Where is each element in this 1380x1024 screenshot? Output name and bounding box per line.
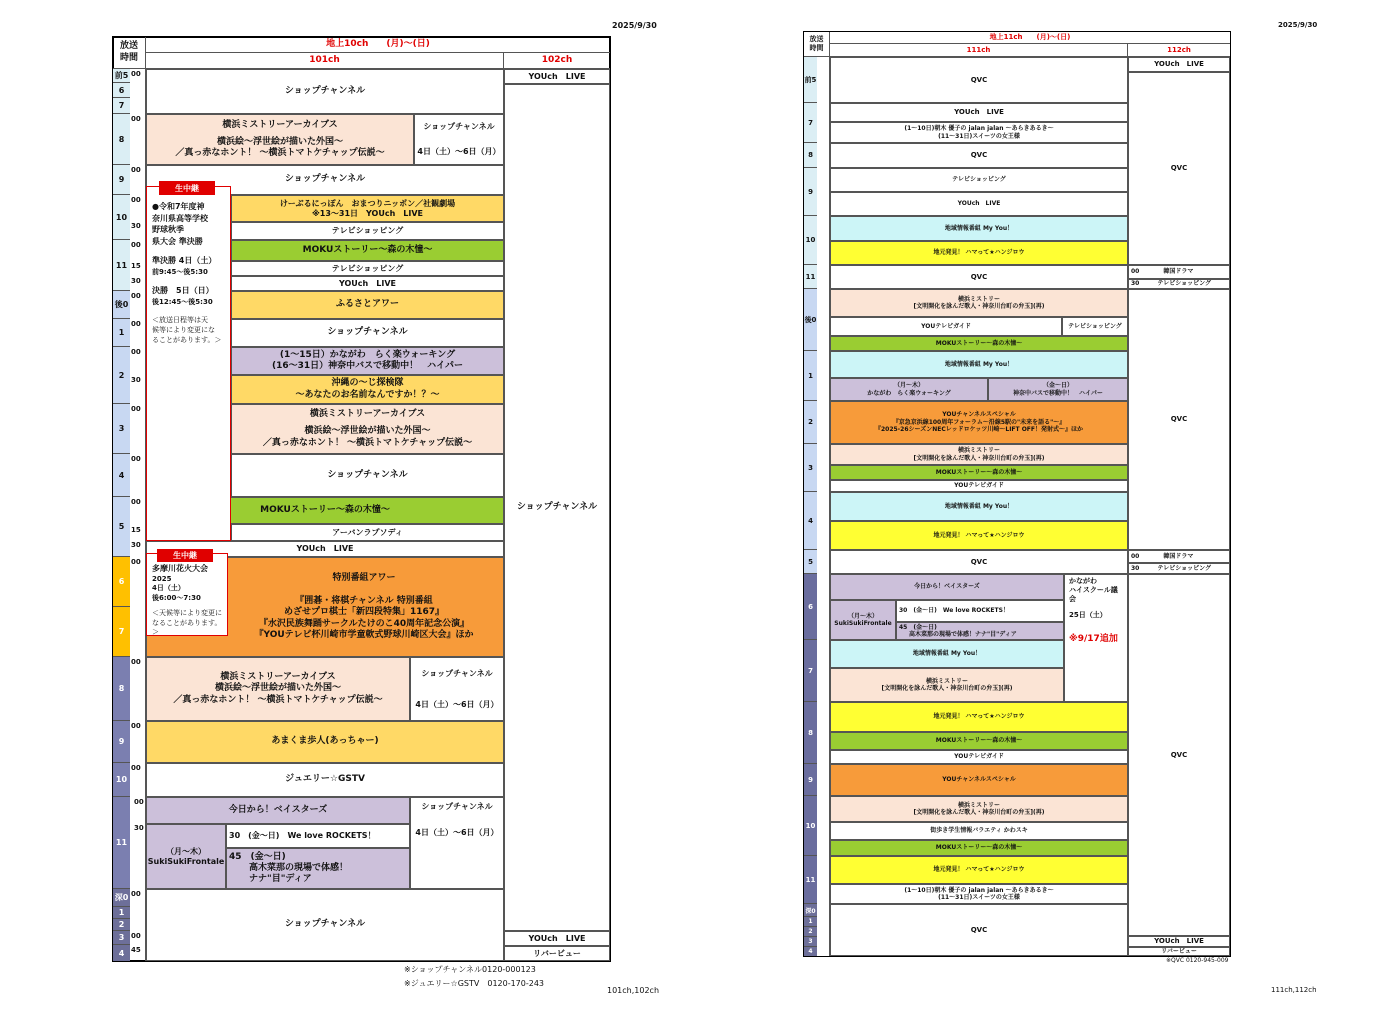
program-sub: 『YOUテレビ杯川崎市学童軟式野球川崎区大会』ほか	[254, 629, 474, 640]
program-title: 神奈中バスで移動中！ ハイパー	[1013, 389, 1103, 397]
r-program-kanagawa-walking	[830, 378, 988, 401]
right-print-date: 2025/9/30	[1278, 21, 1318, 29]
r-hour-8: 8	[804, 143, 817, 168]
live-broadcast-baseball	[146, 183, 231, 541]
r-program-jalan-jalan	[830, 884, 1128, 904]
r-hour-27: 3	[804, 937, 817, 947]
program-sub: 横浜絵～浮世絵が描いた外国～	[304, 426, 431, 437]
program-sub: めざせプロ棋士「新四段特集」1167』	[283, 607, 445, 618]
program-sub: 横浜絵～浮世絵が描いた外国～	[214, 683, 341, 694]
minute-mark: 00	[131, 292, 141, 300]
r-program-riverview: リバービュー	[1128, 947, 1230, 956]
r-program-youch-live: YOUch LIVE	[830, 103, 1128, 122]
r-hour-10: 10	[804, 216, 817, 265]
minute-mark: 30	[131, 222, 141, 230]
program-title: (1～15日）かながわ らく楽ウォーキング	[279, 349, 456, 360]
r-program-highschool	[1064, 574, 1128, 702]
program-riverview: リバービュー	[504, 946, 610, 961]
program-sub: （月～木）	[847, 612, 878, 620]
program-title: けーぶるにっぽん おまつりニッポン／社観劇場	[279, 198, 456, 208]
r-program-qvc: QVC	[830, 143, 1128, 168]
program-title: 横浜ミストリー	[957, 801, 1000, 809]
live-broadcast-fireworks	[146, 553, 228, 636]
r-hour-13: 1	[804, 351, 817, 401]
hour-20: 8	[113, 657, 130, 721]
live-info	[152, 201, 221, 345]
program-sub: (16～31日）神奈中バスで移動中！ ハイパー	[272, 361, 463, 371]
r-program-youtv-guide: YOUテレビガイド	[830, 750, 1128, 764]
hour-7: 7	[113, 98, 130, 114]
program-dates: 4日（土）～6日（月）	[415, 828, 499, 837]
program-sub: [文明開化を詠んだ歌人・神奈川台町の弁玉](再)	[913, 303, 1045, 310]
program-title: 特別番組アワー	[332, 572, 396, 583]
left-print-date: 2025/9/30	[612, 21, 657, 30]
r-hour-19: 7	[804, 640, 817, 702]
r-program-tv-shopping-112: 30 テレビショッピング	[1128, 563, 1230, 574]
live-note: 候等により変更にな	[152, 325, 215, 334]
hour-10: 10	[113, 195, 130, 240]
r-hour-17: 5	[804, 550, 817, 574]
program-shop-morning: ショップチャンネル	[146, 69, 504, 114]
program-sukisuki-frontale	[146, 824, 226, 889]
left-page-code: 101ch,102ch	[607, 986, 660, 995]
r-hour-21: 9	[804, 764, 817, 796]
program-sub: 『囲碁・将棋チャンネル 特別番組	[295, 596, 433, 607]
time-label-2: 時間	[809, 44, 824, 52]
program-title: 横浜ミストリーアーカイブス	[222, 119, 338, 130]
program-sub: （月～木）	[893, 382, 924, 389]
program-sub: ／真っ赤なホント！ ～横浜トマトケチャップ伝説～	[175, 148, 385, 159]
program-youch-live: YOUch LIVE	[146, 541, 504, 557]
hour-19: 7	[113, 607, 130, 657]
hour-11: 11	[113, 240, 130, 291]
program-sub: （金～日）	[1042, 382, 1073, 389]
hour-16: 4	[113, 454, 130, 497]
program-mystery-archives	[231, 404, 504, 454]
program-mystery-archives	[146, 657, 410, 721]
r-program-takagi	[896, 622, 1064, 640]
program-dates: 25日（土）	[1069, 611, 1107, 620]
right-minute-column	[817, 57, 830, 956]
hour-28: 4	[118, 948, 125, 958]
program-title: 横浜ミストリー	[957, 447, 1000, 454]
program-sub: ／真っ赤なホント！ ～横浜トマトケチャップ伝説～	[262, 437, 473, 448]
program-kepuru-nippon	[231, 195, 504, 222]
program-sub: 45 (金～日)	[899, 623, 937, 631]
hour-21: 9	[113, 721, 130, 763]
r-program-moku: MOKUストーリー～森の木憧～	[830, 732, 1128, 750]
r-program-tv-shopping-112: 30 テレビショッピング	[1128, 279, 1230, 289]
live-info	[152, 564, 227, 637]
live-line: 多摩川花火大会	[152, 564, 208, 573]
minute-mark: 30	[131, 541, 141, 549]
r-program-local-info: 地域情報番組 My You！	[830, 216, 1128, 241]
program-okinawa	[231, 375, 504, 404]
program-shop-alt	[414, 114, 504, 165]
program-title: (1～10日)朝木 優子の jalan jalan ～あらきあるき～	[904, 886, 1054, 894]
live-note: ＜天候等により変更に	[152, 609, 222, 618]
hour-17: 5	[113, 497, 130, 557]
program-shop-1: ショップチャンネル	[231, 319, 504, 347]
program-shop-alt	[410, 797, 504, 889]
r-program-hamatte: 地元発見！ ハマって★ハンジロウ	[830, 521, 1128, 550]
hour-5: 前5	[113, 69, 130, 83]
r-hour-16: 4	[804, 492, 817, 550]
live-line: 野球秋季	[152, 225, 184, 235]
minute-mark: 00	[131, 558, 141, 566]
hour-25: 1	[113, 907, 130, 919]
left-channel-102: 102ch	[504, 53, 610, 69]
hour-15: 3	[113, 404, 130, 454]
r-program-youch-live: YOUch LIVE	[830, 192, 1128, 216]
added-note: ※9/17追加	[1069, 634, 1118, 644]
program-title: 横浜ミストリーアーカイブス	[220, 672, 336, 683]
r-program-moku: MOKUストーリー～森の木憧～	[830, 840, 1128, 856]
program-title: かながわ	[1069, 577, 1097, 585]
live-tag: 生中継	[159, 181, 215, 195]
r-program-korean-drama: 00 韓国ドラマ	[1128, 550, 1230, 563]
minute-mark: 00	[131, 498, 141, 506]
r-program-bus	[988, 378, 1128, 401]
program-shop-alt	[410, 657, 504, 721]
right-channel-111: 111ch	[830, 44, 1128, 57]
live-note: なることがあります。＞	[152, 618, 222, 636]
minute-mark: 00	[131, 196, 141, 204]
live-line: 県大会 準決勝	[152, 236, 203, 246]
program-title: SukiSukiFrontale	[147, 856, 225, 866]
r-program-hamatte: 地元発見！ ハマって★ハンジロウ	[830, 241, 1128, 265]
program-mystery-archives	[146, 114, 414, 165]
r-hour-9: 9	[804, 168, 817, 216]
time-label-2: 時間	[119, 52, 138, 63]
program-title: ショップチャンネル	[421, 802, 493, 811]
program-takagi-nana	[226, 848, 410, 889]
hour-13: 1	[113, 319, 130, 347]
time-label-1: 放送	[809, 35, 824, 44]
program-urban-rhapsody: アーバンラプソディ	[231, 524, 504, 541]
program-sub: 『京急京浜線100周年フォーラム～沿線5駅の"未来を語る"～』	[892, 418, 1066, 426]
left-footer-shop: ※ショップチャンネル0120-000123	[404, 965, 536, 974]
r-hour-28: 4	[808, 948, 813, 955]
r-program-mystery	[830, 289, 1128, 317]
program-title: かながわ らく楽ウォーキング	[867, 389, 951, 397]
program-title: 沖縄の～じ探検隊	[331, 378, 404, 389]
r-program-local-info: 地域情報番組 My You！	[830, 351, 1128, 378]
r-program-youtv-guide: YOUテレビガイド	[830, 317, 1062, 336]
r-program-youch-special: YOUチャンネルスペシャル	[830, 764, 1128, 796]
minute-mark: 30	[134, 824, 144, 832]
r-program-qvc-112: QVC	[1128, 72, 1230, 265]
program-tv-shopping: テレビショッピング	[231, 261, 504, 276]
program-shop-4: ショップチャンネル	[231, 454, 504, 497]
program-moku-story: MOKUストーリー～森の木憧～	[146, 497, 504, 524]
minute-mark: 00	[134, 798, 144, 806]
program-shop-102: ショップチャンネル	[504, 84, 610, 931]
r-program-qvc: QVC	[830, 265, 1128, 289]
r-program-jalan-jalan	[830, 122, 1128, 143]
program-shop-latenight: ショップチャンネル	[146, 889, 504, 961]
minute-mark: 15	[131, 526, 141, 534]
right-channel-112: 112ch	[1128, 44, 1230, 57]
hour-14: 2	[113, 347, 130, 404]
program-title: ショップチャンネル	[421, 668, 493, 678]
r-program-qvc: QVC	[830, 550, 1128, 574]
program-sub: （月～木）	[166, 846, 206, 856]
hour-22: 10	[113, 763, 130, 797]
hour-23: 11	[113, 797, 130, 889]
r-hour-12: 後0	[804, 289, 817, 351]
hour-24: 深0	[113, 889, 130, 907]
program-jewelry-gstv: ジュエリー☆GSTV	[146, 763, 504, 797]
live-note: ることがあります。＞	[152, 336, 222, 345]
r-program-local-info: 地域情報番組 My You！	[830, 640, 1064, 668]
r-program-moku: MOKUストーリー～森の木憧～	[830, 336, 1128, 351]
r-program-qvc: QVC	[830, 904, 1128, 956]
live-line: 4日（土）	[152, 584, 185, 593]
program-sub: 『水沢民族舞踊サークルたけのこ40周年記念公演』	[258, 618, 470, 629]
r-hour-18: 6	[804, 574, 817, 640]
r-hour-22: 10	[804, 796, 817, 856]
r-program-local-info: 地域情報番組 My You！	[830, 492, 1128, 521]
minute-mark: 00	[131, 166, 141, 174]
hour-8: 8	[113, 114, 130, 165]
r-hour-7: 7	[804, 103, 817, 143]
minute-mark: 30	[131, 277, 141, 285]
program-title: 横浜ミストリーアーカイブス	[309, 409, 426, 420]
program-title: ナナ"目"ディア	[249, 874, 312, 885]
r-program-qvc-112: QVC	[1128, 289, 1230, 550]
program-sub: ～あなたのお名前なんですか！？～	[295, 389, 440, 400]
program-title: 高木菜那の現場で体感！	[249, 862, 349, 873]
r-program-tv-shopping: テレビショッピング	[1062, 317, 1128, 336]
left-station-title: 地上10ch (月)～(日)	[146, 37, 610, 53]
time-label-1: 放送	[119, 41, 138, 52]
hour-18: 6	[113, 557, 130, 607]
r-program-hamatte: 地元発見！ ハマって★ハンジロウ	[830, 856, 1128, 884]
hour-12: 後0	[113, 291, 130, 319]
minute-mark: 00	[131, 348, 141, 356]
r-program-mystery	[830, 668, 1064, 702]
minute-mark: 00	[131, 658, 141, 666]
program-dates: 4日（土）～6日（月）	[415, 699, 499, 709]
program-sub: ※13～31日 YOUch LIVE	[311, 208, 423, 218]
live-line: 2025	[152, 574, 172, 583]
program-shop-9: ショップチャンネル	[146, 165, 504, 195]
minute-mark: 00	[131, 455, 141, 463]
r-program-baystars: 今日から！ベイスターズ	[830, 574, 1064, 600]
right-time-header	[804, 32, 830, 57]
program-title: 高木菜那の現場で体感！ナナ"目"ディア	[909, 631, 1017, 638]
program-sub: 45 (金～日)	[229, 851, 286, 862]
live-note: ＜放送日程等は天	[152, 315, 208, 324]
hour-27: 3	[113, 931, 130, 945]
program-we-love-rockets: 30 (金～日) We love ROCKETS！	[226, 824, 410, 848]
program-sub: (11～31日)スイーツの女王様	[938, 132, 1020, 140]
r-program-youch-live-112-night: YOUch LIVE	[1128, 936, 1230, 947]
live-line: 奈川県高等学校	[152, 213, 208, 223]
minute-mark: 00	[131, 405, 141, 413]
left-time-header	[113, 37, 146, 69]
program-title: ショップチャンネル	[423, 122, 495, 132]
program-sub: [文明開化を詠んだ歌人・神奈川台町の弁玉](再)	[913, 809, 1045, 816]
r-hour-14: 2	[804, 401, 817, 444]
live-line: 前9:45～後5:30	[152, 267, 208, 276]
r-program-qvc-112: QVC	[1128, 574, 1230, 936]
left-footer-jewelry: ※ジュエリー☆GSTV 0120-170-243	[404, 979, 545, 988]
r-program-youch-live-112: YOUch LIVE	[1128, 57, 1230, 72]
r-program-korean-drama: 00 韓国ドラマ	[1128, 265, 1230, 279]
program-title: 横浜ミストリー	[957, 295, 1000, 303]
program-sub: 横浜絵～浮世絵が描いた外国～	[216, 136, 343, 147]
minute-mark: 00	[131, 932, 141, 940]
r-hour-25: 1	[804, 917, 817, 927]
program-furusato-hour: ふるさとアワー	[231, 291, 504, 319]
minute-mark: 00	[131, 70, 141, 78]
live-line: 後12:45～後5:30	[152, 297, 213, 306]
program-tv-shopping: テレビショッピング	[231, 222, 504, 240]
r-program-kawasuki: 街歩き学生情報バラエティ かわスキ	[830, 822, 1128, 840]
r-program-youtv-guide: YOUテレビガイド	[830, 480, 1128, 492]
r-hour-11: 11	[804, 265, 817, 289]
program-sub: 『2025-26シーズンNECレッドロケッツ川崎～LIFT OFF！発射式～』ほか	[874, 426, 1084, 434]
r-program-youch-special	[830, 401, 1128, 444]
r-program-qvc: QVC	[830, 57, 1128, 103]
program-title: SukiSukiFrontale	[834, 620, 892, 627]
left-channel-101: 101ch	[146, 53, 504, 69]
right-page-code: 111ch,112ch	[1271, 986, 1317, 994]
r-hour-15: 3	[804, 444, 817, 492]
r-program-rockets: 30 (金～日) We love ROCKETS！	[896, 600, 1064, 622]
program-title: 会	[1069, 594, 1076, 603]
program-youch-live-102: YOUch LIVE	[504, 69, 610, 84]
r-program-mystery	[830, 444, 1128, 465]
program-title: (1～10日)朝木 優子の jalan jalan ～あらきあるき～	[904, 125, 1054, 132]
r-program-tv-shopping: テレビショッピング	[830, 168, 1128, 192]
minute-mark: 00	[131, 764, 141, 772]
program-dates: 4日（土）～6日（月）	[417, 146, 501, 156]
program-youch-live: YOUch LIVE	[231, 276, 504, 291]
program-title: ハイスクール議	[1069, 585, 1118, 594]
r-hour-24: 深0	[804, 904, 817, 917]
r-program-sukisuki	[830, 600, 896, 640]
minute-mark: 00	[131, 320, 141, 328]
program-title: 横浜ミストリー	[925, 677, 968, 685]
program-title: YOUチャンネルスペシャル	[942, 411, 1016, 419]
hour-label: 前5	[804, 75, 817, 84]
live-line: 後6:00～7:30	[152, 593, 201, 602]
r-hour-23: 11	[804, 856, 817, 904]
r-hour-20: 8	[804, 702, 817, 764]
minute-mark: 30	[131, 376, 141, 384]
program-youch-live-102-night: YOUch LIVE	[504, 931, 610, 946]
program-amakuma: あまくま歩人(あっちゃー)	[146, 721, 504, 763]
program-baystars: 今日から！ベイスターズ	[146, 797, 410, 824]
program-sub: [文明開化を詠んだ歌人・神奈川台町の弁玉](再)	[913, 454, 1045, 462]
r-hour-26: 2	[804, 927, 817, 937]
live-line: 決勝 5日（日）	[152, 286, 214, 296]
minute-mark: 45	[131, 946, 141, 954]
right-station-title: 地上11ch (月)～(日)	[830, 32, 1230, 44]
hour-26: 2	[113, 919, 130, 931]
program-sub: (11～31日)スイーツの女王様	[938, 894, 1020, 901]
minute-mark: 00	[131, 115, 141, 123]
minute-mark: 00	[131, 890, 141, 898]
live-line: 準決勝 4日（土）	[152, 256, 217, 266]
minute-mark: 00	[131, 241, 141, 249]
program-moku-story: MOKUストーリー～森の木憧～	[231, 240, 504, 261]
r-hour-6	[804, 57, 817, 103]
r-program-moku: MOKUストーリー～森の木憧～	[830, 465, 1128, 480]
live-tag: 生中継	[157, 549, 213, 562]
program-kanagawa-walking	[231, 347, 504, 375]
minute-mark: 15	[131, 262, 141, 270]
live-line: ●令和7年度神	[152, 202, 205, 211]
hour-9: 9	[113, 165, 130, 195]
hour-6: 6	[113, 83, 130, 98]
r-program-hamatte: 地元発見！ ハマって★ハンジロウ	[830, 702, 1128, 732]
right-footer-qvc: ※QVC 0120-945-009	[1166, 957, 1229, 964]
program-sub: ／真っ赤なホント！ ～横浜トマトケチャップ伝説～	[173, 694, 383, 705]
program-sub: [文明開化を詠んだ歌人・神奈川台町の弁玉](再)	[881, 685, 1013, 692]
minute-mark: 00	[131, 722, 141, 730]
r-program-mystery	[830, 796, 1128, 822]
